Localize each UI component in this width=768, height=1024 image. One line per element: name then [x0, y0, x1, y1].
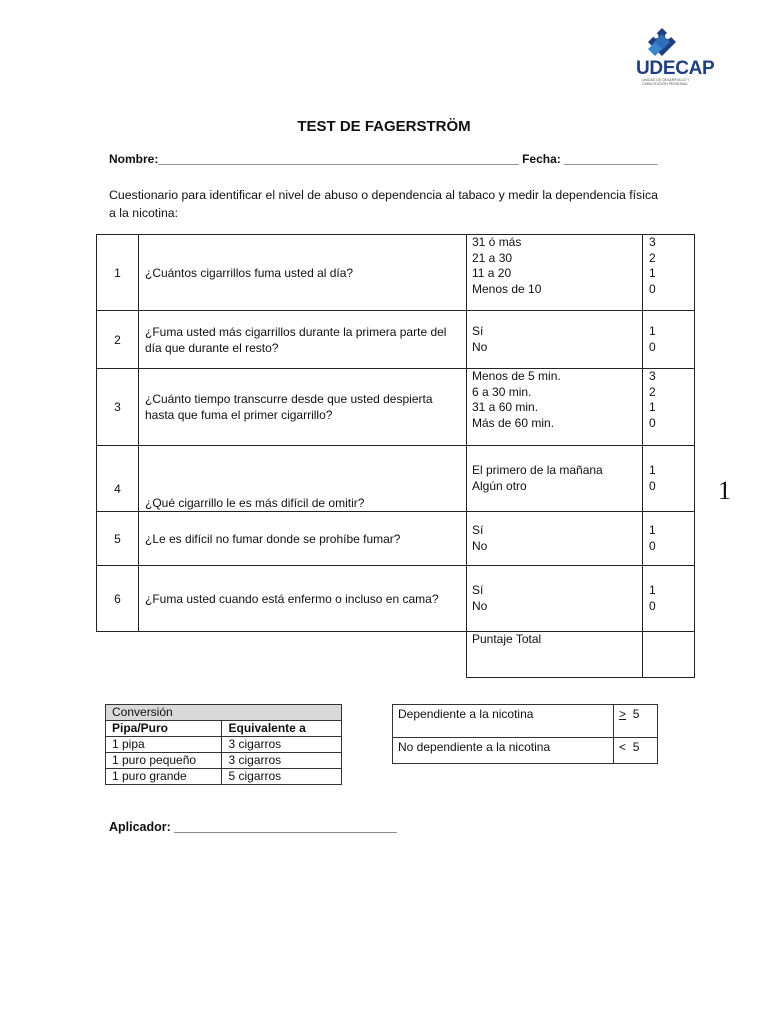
- answer-points: [643, 512, 695, 566]
- intro-text: Cuestionario para identificar el nivel de abuso o dependencia al tabaco y medir la dependencia física a la nicotina:: [109, 188, 658, 220]
- option[interactable]: Más de 60 min.: [472, 415, 555, 430]
- option[interactable]: 31 ó más: [472, 235, 522, 249]
- dependence-threshold: [614, 705, 658, 738]
- udecap-logo: [628, 26, 715, 88]
- dependence-table: [392, 704, 658, 764]
- page-number: 1: [718, 476, 731, 505]
- answer-options: [467, 235, 643, 311]
- points: 0: [649, 538, 656, 553]
- question-number: 1: [97, 235, 139, 311]
- answer-points: [643, 369, 695, 446]
- dependence-label: Dependiente a la nicotina: [393, 705, 614, 738]
- question-text: ¿Fuma usted cuando está enfermo o incluso en cama?: [139, 566, 467, 632]
- column-header: Equivalente a: [222, 721, 342, 737]
- points: 0: [649, 478, 656, 493]
- option[interactable]: 31 a 60 min.: [472, 400, 539, 414]
- name-date-fields: [109, 152, 658, 166]
- operator: >: [619, 707, 627, 721]
- nombre-label: Nombre:: [109, 152, 159, 166]
- column-header: Pipa/Puro: [106, 721, 222, 737]
- total-score-cell[interactable]: [643, 632, 695, 678]
- question-text: ¿Le es difícil no fumar donde se prohíbe fumar?: [139, 512, 467, 566]
- option[interactable]: 11 a 20: [472, 266, 512, 280]
- option[interactable]: 21 a 30: [472, 250, 513, 265]
- option[interactable]: Algún otro: [472, 478, 527, 493]
- aplicador-line[interactable]: ________________________________: [174, 820, 397, 834]
- total-label: Puntaje Total: [467, 632, 643, 678]
- table-row: [106, 705, 342, 721]
- fecha-label: Fecha:: [522, 152, 561, 166]
- threshold-value: 5: [632, 707, 640, 721]
- points: 1: [649, 266, 656, 280]
- table-row: [97, 512, 695, 566]
- answer-options: [467, 369, 643, 446]
- table-row: [97, 311, 695, 369]
- questionnaire-table: [96, 234, 695, 678]
- total-row: [97, 632, 695, 678]
- answer-options: [467, 566, 643, 632]
- option[interactable]: Sí: [472, 324, 484, 338]
- table-cell: 1 puro pequeño: [106, 753, 222, 769]
- answer-options: [467, 311, 643, 369]
- option[interactable]: El primero de la mañana: [472, 463, 603, 477]
- option[interactable]: Sí: [472, 583, 484, 597]
- answer-options: [467, 446, 643, 512]
- option[interactable]: Menos de 5 min.: [472, 369, 561, 383]
- table-cell: 1 pipa: [106, 737, 222, 753]
- answer-points: [643, 235, 695, 311]
- aplicador-field: [109, 820, 397, 834]
- points: 3: [649, 235, 656, 249]
- question-number: 4: [97, 446, 139, 512]
- table-row: [393, 738, 658, 764]
- fecha-line[interactable]: ______________: [564, 152, 658, 166]
- answer-options: [467, 512, 643, 566]
- question-text: ¿Fuma usted más cigarrillos durante la primera parte del día que durante el resto?: [139, 311, 467, 369]
- points: 3: [649, 369, 656, 383]
- table-row: [106, 721, 342, 737]
- option[interactable]: 6 a 30 min.: [472, 384, 532, 399]
- question-number: 6: [97, 566, 139, 632]
- operator: <: [619, 740, 627, 754]
- dependence-threshold: [614, 738, 658, 764]
- question-number: 5: [97, 512, 139, 566]
- points: 1: [649, 583, 656, 597]
- table-row: [97, 369, 695, 446]
- points: 0: [649, 598, 656, 613]
- table-row: [393, 705, 658, 738]
- table-cell: 3 cigarros: [222, 737, 342, 753]
- points: 1: [649, 324, 656, 338]
- question-text: ¿Cuántos cigarrillos fuma usted al día?: [139, 235, 467, 311]
- points: 0: [649, 415, 656, 430]
- table-row: [97, 446, 695, 512]
- threshold-value: 5: [632, 740, 640, 754]
- option[interactable]: No: [472, 538, 488, 553]
- conversion-title: Conversión: [106, 705, 342, 721]
- table-row: [97, 235, 695, 311]
- option[interactable]: No: [472, 598, 488, 613]
- question-text: ¿Qué cigarrillo le es más difícil de omitir?: [139, 446, 467, 512]
- option[interactable]: Sí: [472, 523, 484, 537]
- table-row: [106, 737, 342, 753]
- logo-brand: UDECAP: [636, 58, 715, 79]
- page-title: TEST DE FAGERSTRÖM: [297, 118, 471, 135]
- aplicador-label: Aplicador:: [109, 820, 171, 834]
- option[interactable]: No: [472, 339, 488, 354]
- points: 0: [649, 281, 656, 296]
- table-cell: 1 puro grande: [106, 769, 222, 785]
- table-cell: 5 cigarros: [222, 769, 342, 785]
- points: 2: [649, 384, 656, 399]
- points: 1: [649, 400, 656, 414]
- question-text: ¿Cuánto tiempo transcurre desde que usted despierta hasta que fuma el primer cigarrillo?: [139, 369, 467, 446]
- table-row: [97, 566, 695, 632]
- option[interactable]: Menos de 10: [472, 281, 542, 296]
- logo-subtitle: UNIDAD DE DESARROLLO Y CAPACITACIÓN PERSONAL: [642, 78, 690, 86]
- conversion-table: [105, 704, 342, 785]
- table-row: [106, 753, 342, 769]
- points: 0: [649, 339, 656, 354]
- answer-points: [643, 446, 695, 512]
- dependence-label: No dependiente a la nicotina: [393, 738, 614, 764]
- table-cell: 3 cigarros: [222, 753, 342, 769]
- answer-points: [643, 311, 695, 369]
- table-row: [106, 769, 342, 785]
- points: 1: [649, 463, 656, 477]
- nombre-line[interactable]: ______________________________________________________: [158, 152, 519, 166]
- question-number: 3: [97, 369, 139, 446]
- points: 1: [649, 523, 656, 537]
- answer-points: [643, 566, 695, 632]
- points: 2: [649, 250, 656, 265]
- question-number: 2: [97, 311, 139, 369]
